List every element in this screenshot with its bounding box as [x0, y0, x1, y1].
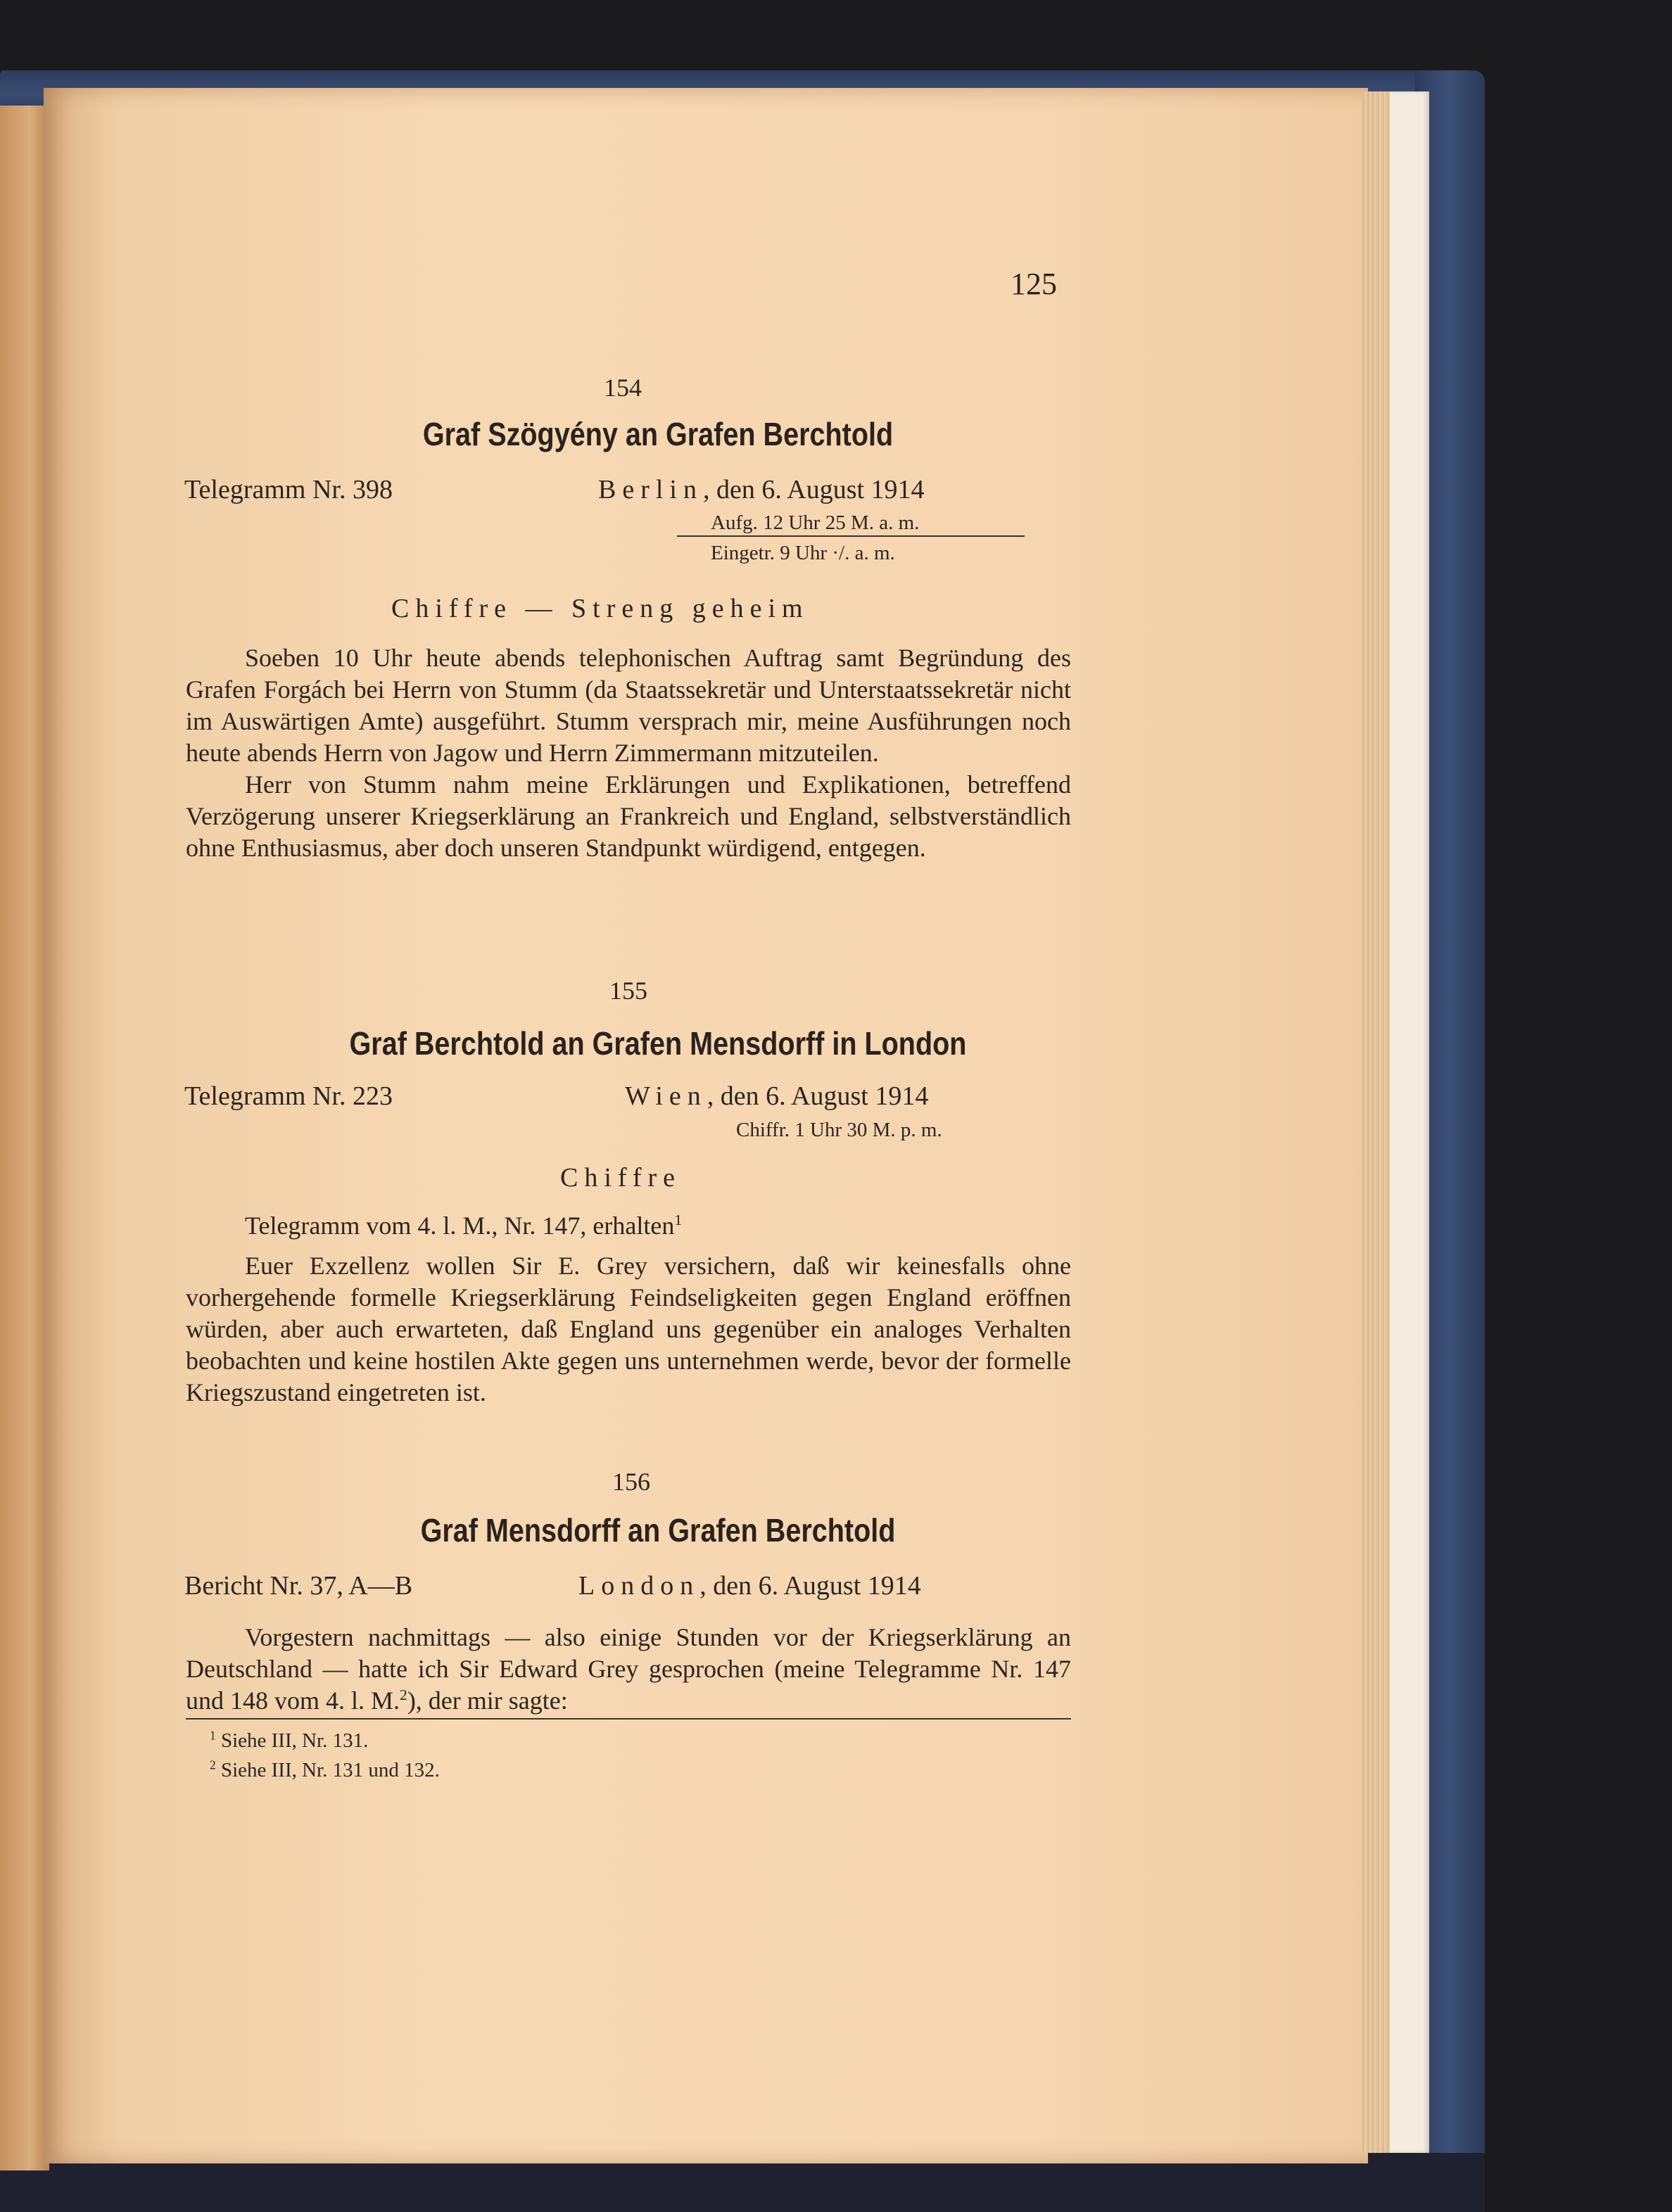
footnote-ref: 2	[400, 1686, 407, 1703]
footnote: $^2$ Siehe III, Nr. 131 und 132.	[210, 1757, 440, 1781]
document-place-date	[578, 1570, 921, 1601]
book-page	[44, 88, 1368, 2163]
footnote-divider	[186, 1718, 1071, 1720]
paragraph: Vorgestern nachmittags — also einige Stunden vor der Kriegserklärung an Deutschland — hatte ich Sir Edward Grey gesprochen (meine Telegramme Nr. 147 und 148 vom 4. l. M.$^2$), der mir sagte:	[186, 1623, 1071, 1715]
document-body	[186, 1210, 1071, 1409]
footnote-ref: 1	[674, 1212, 683, 1228]
cipher-label: Chiffre	[560, 1163, 682, 1193]
cipher-label: Chiffre — Streng geheim	[391, 594, 809, 623]
document-place: Wien	[625, 1081, 707, 1111]
page-number: 125	[1011, 267, 1057, 301]
document-number: 155	[609, 977, 647, 1005]
left-page-edge	[0, 106, 49, 2170]
document-heading: Graf Mensdorff an Grafen Berchtold	[420, 1512, 896, 1549]
divider	[677, 535, 1025, 537]
page-stack-edges	[1362, 91, 1391, 2153]
footnote: $^1$ Siehe III, Nr. 131.	[210, 1728, 369, 1752]
document-heading: Graf Berchtold an Grafen Mensdorff in London	[349, 1025, 967, 1062]
dispatch-time: Aufg. 12 Uhr 25 M. a. m.	[711, 511, 920, 534]
document-date: , den 6. August 1914	[702, 475, 925, 504]
received-time: Eingetr. 9 Uhr ·/. a. m.	[711, 542, 895, 564]
document-date: , den 6. August 1914	[707, 1081, 929, 1111]
document-place: London	[578, 1571, 700, 1601]
document-place-date	[625, 1081, 928, 1112]
paragraph: Soeben 10 Uhr heute abends telephonischen Auftrag samt Begründung des Grafen Forgách bei Herrn von Stumm (da Staatssekretär und Unterstaatssekretär nicht im Auswärtigen Amte) ausgeführt. Stumm versprach mir, meine Ausführungen noch heute abends Herrn von Jagow und Herrn Zimmermann mitzuteilen.	[186, 644, 1071, 767]
document-body	[186, 642, 1071, 864]
document-number: 154	[604, 374, 642, 402]
document-place: Berlin	[598, 475, 703, 504]
document-date: , den 6. August 1914	[699, 1571, 921, 1601]
footnote-mark: 1	[210, 1728, 216, 1743]
endpaper	[1390, 91, 1429, 2153]
document-type: Telegramm Nr. 223	[184, 1081, 393, 1111]
paragraph: Herr von Stumm nahm meine Erklärungen und Explikationen, betreffend Verzögerung unserer Kriegserklärung an Frankreich und England, selbstverständlich ohne Enthusiasmus, aber doch unseren Standpunkt würdigend, entgegen.	[186, 770, 1071, 862]
document-type: Telegramm Nr. 398	[184, 475, 393, 504]
paragraph: Euer Exzellenz wollen Sir E. Grey versichern, daß wir keinesfalls ohne vorhergehende formelle Kriegserklärung Feindseligkeiten gegen England eröffnen würden, aber auch erwarteten, daß England uns gegenüber ein analoges Verhalten beobachten und keine hostilen Akte gegen uns unternehmen werde, bevor der formelle Kriegszustand eingetreten ist.	[186, 1252, 1071, 1406]
first-line: Telegramm vom 4. l. M., Nr. 147, erhalten$^1$	[245, 1212, 683, 1240]
footnote-mark: 2	[210, 1757, 216, 1772]
document-type: Bericht Nr. 37, A—B	[184, 1571, 413, 1601]
document-place-date	[598, 474, 925, 505]
document-number: 156	[612, 1468, 650, 1496]
document-heading: Graf Szögyény an Grafen Berchtold	[422, 416, 894, 452]
dispatch-time: Chiffr. 1 Uhr 30 M. p. m.	[736, 1119, 942, 1141]
document-body	[186, 1622, 1071, 1717]
